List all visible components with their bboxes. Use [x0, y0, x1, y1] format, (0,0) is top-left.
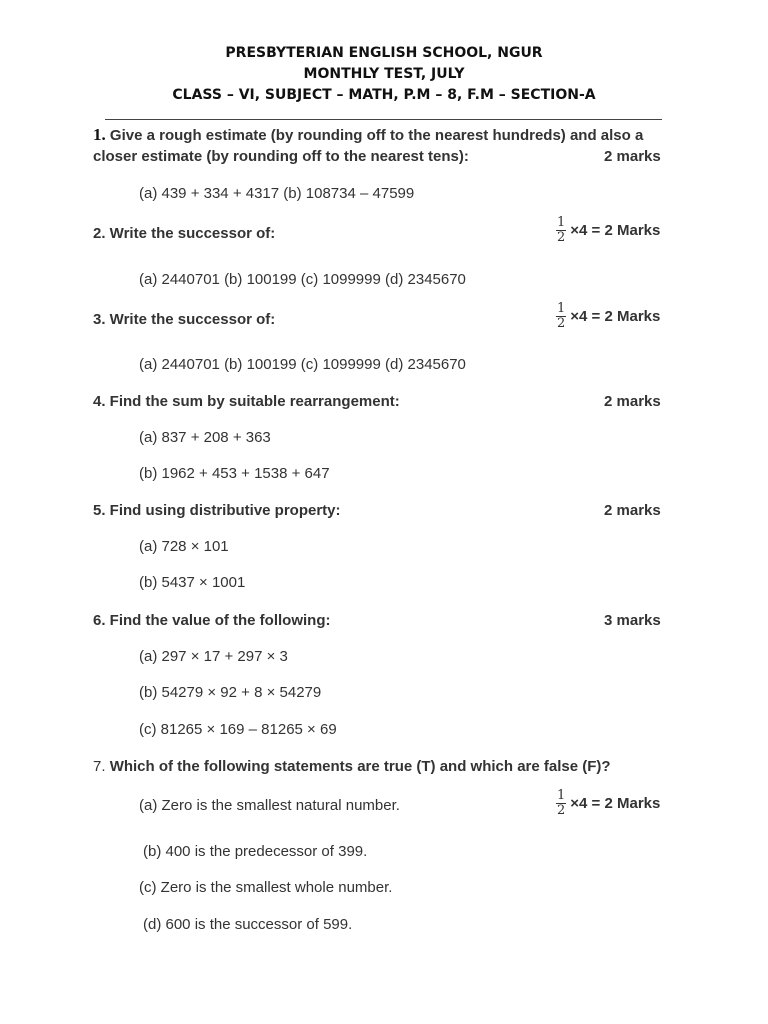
class-subject-line: CLASS – VI, SUBJECT – MATH, P.M – 8, F.M – SECTION-A — [172, 87, 596, 103]
question-7-text: Which of the following statements are true (T) and which are false (F)? — [109, 758, 611, 775]
question-5-part-b: (b) 5437 × 1001 — [139, 574, 246, 591]
question-7-part-b: (b) 400 is the predecessor of 399. — [143, 843, 368, 860]
question-3-parts: (a) 2440701 (b) 100199 (c) 1099999 (d) 2345670 — [139, 356, 466, 373]
fraction-half: $\frac{1}{2}$ — [557, 301, 566, 331]
question-1-number: 1. — [93, 125, 106, 144]
question-6-marks: 3 marks — [604, 612, 661, 629]
question-6-part-b: (b) 54279 × 92 + 8 × 54279 — [139, 684, 322, 701]
question-7-part-d: (d) 600 is the successor of 599. — [143, 916, 353, 933]
question-6-part-c: (c) 81265 × 169 – 81265 × 69 — [139, 721, 337, 738]
fraction-half: $\frac{1}{2}$ — [557, 788, 566, 818]
question-7-marks: $\frac{1}{2}$ ×4 = 2 Marks — [557, 788, 661, 818]
fraction-half: $\frac{1}{2}$ — [557, 215, 566, 245]
question-1-text-2: closer estimate (by rounding off to the nearest tens): — [93, 148, 469, 165]
question-4-part-a: (a) 837 + 208 + 363 — [139, 429, 271, 446]
question-1-parts: (a) 439 + 334 + 4317 (b) 108734 – 47599 — [139, 185, 415, 202]
question-1-text-1: Give a rough estimate (by rounding off to the nearest hundreds) and also a — [109, 127, 644, 144]
question-7-number: 7. — [93, 758, 106, 775]
question-7-part-a: (a) Zero is the smallest natural number. — [139, 797, 400, 814]
question-5-part-a: (a) 728 × 101 — [139, 538, 229, 555]
header-divider — [105, 119, 662, 120]
question-4-marks: 2 marks — [604, 393, 661, 410]
question-3-text: 3. Write the successor of: — [93, 311, 276, 328]
question-3-marks: $\frac{1}{2}$ ×4 = 2 Marks — [557, 301, 661, 331]
question-4-part-b: (b) 1962 + 453 + 1538 + 647 — [139, 465, 330, 482]
question-1-marks: 2 marks — [604, 148, 661, 165]
question-4-text: 4. Find the sum by suitable rearrangement: — [93, 393, 400, 410]
question-2-parts: (a) 2440701 (b) 100199 (c) 1099999 (d) 2345670 — [139, 271, 466, 288]
question-6-text: 6. Find the value of the following: — [93, 612, 331, 629]
question-5-marks: 2 marks — [604, 502, 661, 519]
question-1-line-1 — [93, 125, 643, 145]
question-7-part-c: (c) Zero is the smallest whole number. — [139, 879, 393, 896]
school-name: PRESBYTERIAN ENGLISH SCHOOL, NGUR — [225, 45, 543, 61]
question-2-text: 2. Write the successor of: — [93, 225, 276, 242]
question-7-line — [93, 758, 611, 775]
test-title: MONTHLY TEST, JULY — [303, 66, 465, 82]
question-5-text: 5. Find using distributive property: — [93, 502, 341, 519]
question-6-part-a: (a) 297 × 17 + 297 × 3 — [139, 648, 288, 665]
question-2-marks: $\frac{1}{2}$ ×4 = 2 Marks — [557, 215, 661, 245]
